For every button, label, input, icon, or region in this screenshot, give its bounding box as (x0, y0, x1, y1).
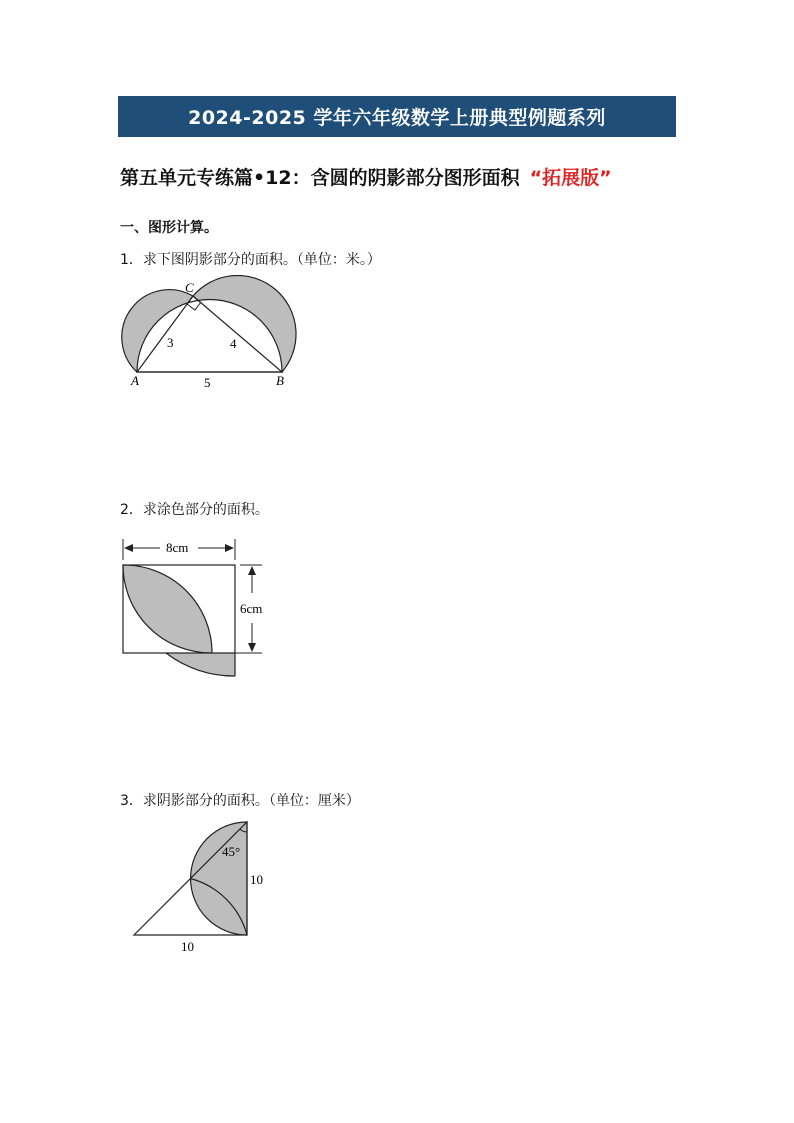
series-banner: 2024-2025 学年六年级数学上册典型例题系列 (118, 96, 676, 137)
shaded-semicircle (191, 822, 247, 935)
question-3-figure (125, 815, 275, 955)
label-b: B (276, 373, 284, 388)
section-heading: 一、图形计算。 (120, 220, 218, 236)
base-label-10: 10 (181, 939, 194, 954)
question-2-text: 2．求涂色部分的面积。 (120, 502, 269, 518)
label-bc-length: 4 (230, 336, 237, 351)
angle-label: 45° (222, 844, 241, 859)
label-c: C (185, 280, 194, 295)
height-arrow-top (248, 566, 256, 575)
width-arrow-right (225, 544, 234, 552)
shaded-corner (166, 653, 235, 676)
label-ac-length: 3 (167, 335, 174, 350)
height-arrow-bottom (248, 643, 256, 652)
height-label: 6cm (240, 601, 263, 616)
width-arrow-left (124, 544, 133, 552)
height-label-10: 10 (250, 872, 263, 887)
label-a: A (131, 373, 139, 388)
width-label: 8cm (166, 540, 189, 555)
page-title (120, 163, 612, 190)
shaded-lens (123, 565, 212, 653)
question-1-figure (110, 275, 310, 395)
question-3-text: 3．求阴影部分的面积。（单位：厘米） (120, 793, 360, 809)
extended-tag: “拓展版” (529, 167, 612, 189)
question-2-figure (115, 530, 275, 685)
label-ab-length: 5 (204, 375, 211, 390)
question-1-text: 1．求下图阴影部分的面积。（单位：米。） (120, 252, 381, 268)
page-title-text: 第五单元专练篇•12：含圆的阴影部分图形面积 (120, 167, 520, 189)
